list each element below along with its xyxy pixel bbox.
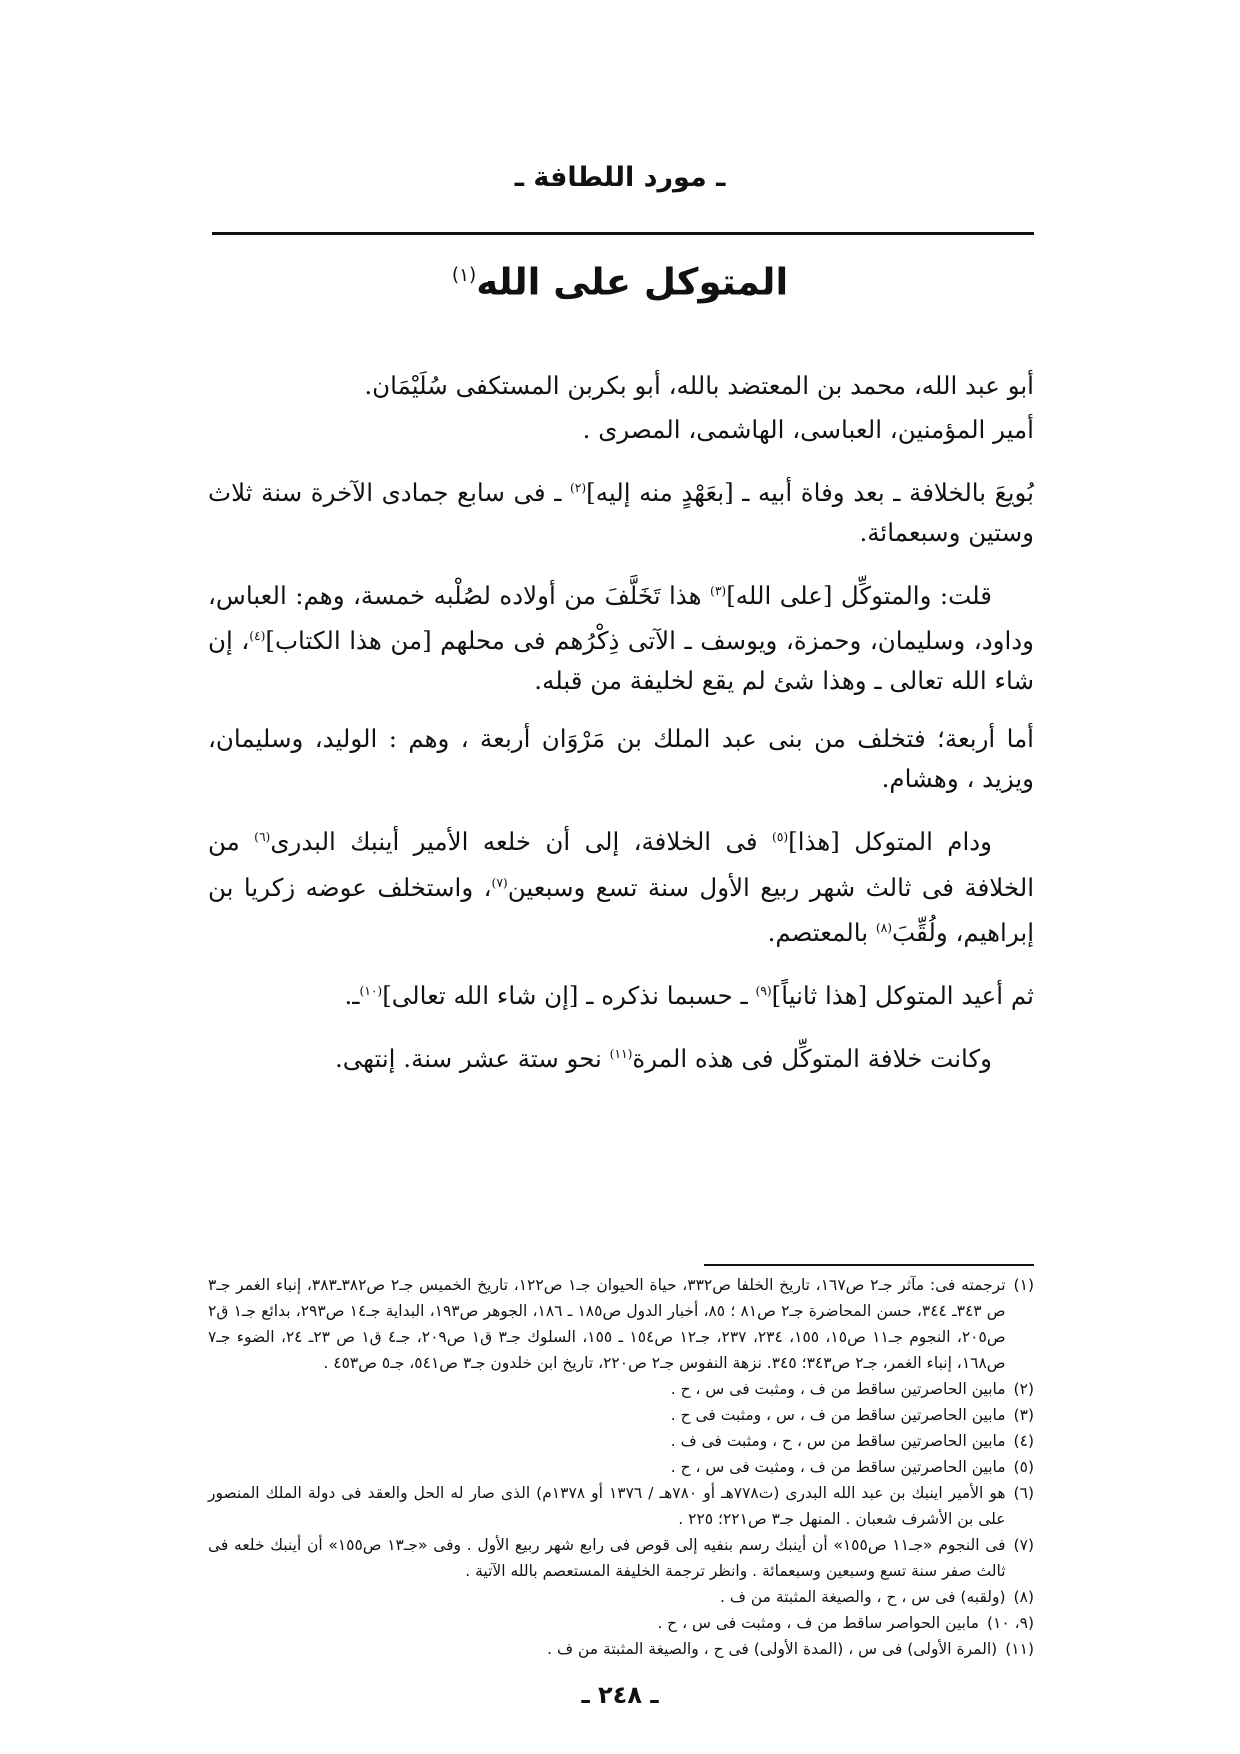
paragraph-text: وكانت خلافة المتوكِّل فى هذه المرة xyxy=(632,1044,992,1074)
chapter-title xyxy=(0,252,1240,306)
footnote xyxy=(208,1584,1034,1610)
footnote-number: (٧) xyxy=(1013,1536,1034,1554)
paragraph xyxy=(208,571,1034,701)
footnote xyxy=(208,1454,1034,1480)
paragraph-text: بالمعتصم. xyxy=(767,917,876,947)
paragraph xyxy=(208,410,1034,450)
footnote-number: (١١) xyxy=(1005,1640,1034,1658)
footnote xyxy=(208,1610,1034,1636)
paragraph-text: أما أربعة؛ فتخلف من بنى عبد الملك بن مَرْوَان أربعة ، وهم : الوليد، وسليمان، ويزيد ، وهشام. xyxy=(208,724,1034,794)
running-header: ـ مورد اللطافة ـ xyxy=(514,162,726,193)
paragraph xyxy=(208,366,1034,406)
paragraph-text: من الخلافة فى ثالث شهر ربيع الأول سنة تسع وسبعين xyxy=(208,827,1035,902)
paragraph-text: ـ فى سابع جمادى الآخرة سنة ثلاث وستين وسبعمائة. xyxy=(208,478,1034,548)
footnote-text: مابين الحاصرتين ساقط من ف ، ومثبت فى س ، ح . xyxy=(670,1380,1006,1398)
footnote-text: مابين الحواصر ساقط من ف ، ومثبت فى س ، ح . xyxy=(657,1614,979,1632)
footnote-number: (٦) xyxy=(1013,1484,1034,1502)
paragraph-text: ـ. xyxy=(344,981,360,1011)
page-number: ـ ٢٤٨ ـ xyxy=(581,1681,659,1709)
footnote-number: (٩، ١٠) xyxy=(986,1614,1034,1632)
paragraph-text: ، إن شاء الله تعالى ـ وهذا شئ لم يقع لخليفة من قبله. xyxy=(208,626,1034,696)
footnotes xyxy=(208,1272,1034,1662)
footnote xyxy=(208,1402,1034,1428)
chapter-title-text: المتوكل على الله xyxy=(476,260,789,304)
footnote-number: (٨) xyxy=(1013,1588,1034,1606)
footnote-number: (٤) xyxy=(1013,1432,1034,1450)
paragraph-text: ـ حسبما نذكره ـ [إن شاء الله تعالى] xyxy=(382,981,756,1011)
footnote-ref[interactable]: (١١) xyxy=(609,1047,633,1062)
footnote-number: (٢) xyxy=(1013,1380,1034,1398)
paragraph-text: ، واستخلف عوضه زكريا بن إبراهيم، ولُقِّبَ xyxy=(208,872,1034,947)
paragraph-text: نحو ستة عشر سنة. إنتهى. xyxy=(334,1044,610,1074)
paragraph-text: فى الخلافة، إلى أن خلعه الأمير أينبك البدرى xyxy=(270,827,772,857)
footnote-text: (المرة الأولى) فى س ، (المدة الأولى) فى ح ، والصيغة المثبتة من ف . xyxy=(547,1640,998,1658)
footnote xyxy=(208,1376,1034,1402)
footnote-text: مابين الحاصرتين ساقط من ف ، ومثبت فى س ، ح . xyxy=(670,1458,1006,1476)
footnote-number: (٣) xyxy=(1013,1406,1034,1424)
paragraph-text: ثم أعيد المتوكل [هذا ثانياً] xyxy=(771,981,1034,1011)
footnote-ref[interactable]: (٢) xyxy=(569,481,587,495)
main-text xyxy=(208,366,1034,1097)
footnote-text: ترجمته فى: مآثر جـ٢ ص١٦٧، تاريخ الخلفا ص٣٣٢، حياة الحيوان جـ١ ص١٢٢، تاريخ الخميس جـ٢ ص٣٨٢ـ٣٨٣، إنباء الغمر جـ٣ ص ٣٤٣ـ ٣٤٤، حسن المحاضرة جـ٢ ص٨١ ؛ ٨٥، أخبار الدول ص١٨٥ ـ ١٨٦، الجوهر ص١٩٣، البداية جـ١٤ ص٢٩٣، بدائع جـ١ ق٢ ص٢٠٥، النجوم جـ١١ ص١٥، ١٥٥، ٢٣٤، ٢٣٧، جـ١٢ ص١٥٤ ـ ١٥٥، السلوك جـ٣ ق١ ص٢٠٩، جـ٤ ق١ ص ٢٣ـ ٢٤، الضوء جـ٧ ص١٦٨، إنباء الغمر، جـ٢ ص٣٤٣؛ ٣٤٥. نزهة النفوس جـ٢ ص٢٢٠، تاريخ ابن خلدون جـ٣ ص٥٤١، جـ٥ ص٤٥٣ . xyxy=(208,1276,1006,1372)
footnote xyxy=(208,1272,1034,1376)
footnote xyxy=(208,1532,1034,1584)
paragraph-text: بُويعَ بالخلافة ـ بعد وفاة أبيه ـ [بعَهْدٍ منه إليه] xyxy=(586,478,1035,508)
footnote-number: (١) xyxy=(1013,1276,1034,1294)
footnote-text: مابين الحاصرتين ساقط من س ، ح ، ومثبت فى ف . xyxy=(670,1432,1006,1450)
footnote-text: (ولقبه) فى س ، ح ، والصيغة المثبتة من ف . xyxy=(720,1588,1006,1606)
header-divider xyxy=(212,232,1034,235)
footnote xyxy=(208,1480,1034,1532)
footnote-ref[interactable]: (٧) xyxy=(491,875,508,890)
footnote-ref[interactable]: (١) xyxy=(451,265,477,286)
footnote-text: مابين الحاصرتين ساقط من ف ، س ، ومثبت فى ح . xyxy=(670,1406,1006,1424)
footnote xyxy=(208,1428,1034,1454)
paragraph xyxy=(208,817,1034,952)
footnote-ref[interactable]: (٨) xyxy=(875,920,892,935)
paragraph-text: أمير المؤمنين، العباسى، الهاشمى، المصرى . xyxy=(582,415,1034,444)
paragraph xyxy=(208,1034,1034,1079)
paragraph xyxy=(208,719,1034,799)
footnote-ref[interactable]: (١٠) xyxy=(359,983,383,998)
footnote-ref[interactable]: (٤) xyxy=(249,629,266,644)
footnote-ref[interactable]: (٥) xyxy=(771,830,789,845)
footnote-number: (٥) xyxy=(1013,1458,1034,1476)
paragraph-text: أبو عبد الله، محمد بن المعتضد بالله، أبو بكربن المستكفى سُلَيْمَان. xyxy=(364,371,1034,400)
footnote-ref[interactable]: (٦) xyxy=(254,830,271,845)
paragraph xyxy=(208,971,1034,1016)
footnote-text: هو الأمير اينبك بن عبد الله البدرى (ت٧٧٨هـ أو ٧٨٠هـ / ١٣٧٦ أو ١٣٧٨م) الذى صار له الحل والعقد فى دولة الملك المنصور على بن الأشرف شعبان . المنهل جـ٣ ص٢٢١؛ ٢٢٥ . xyxy=(208,1484,1006,1528)
footnote-divider xyxy=(704,1264,1034,1266)
paragraph-text: هذا تَخَلَّفَ من أولاده لصُلْبه خمسة، وهم: العباس، وداود، وسليمان، وحمزة، ويوسف ـ الآتى ذِكْرُهم فى محلهم [من هذا الكتاب] xyxy=(208,581,1034,656)
paragraph-text: ودام المتوكل [هذا] xyxy=(788,827,993,857)
footnote xyxy=(208,1636,1034,1662)
footnote-ref[interactable]: (٣) xyxy=(710,584,727,599)
footnote-text: فى النجوم «جـ١١ ص١٥٥» أن أينبك رسم بنفيه إلى قوص فى رابع شهر ربيع الأول . وفى «جـ١٣ ص١٥٥» أن أينبك خلعه فى ثالث صفر سنة تسع وسبعين وسبعمائة . وانظر ترجمة الخليفة المستعصم بالله الآتية . xyxy=(208,1536,1006,1580)
footnote-ref[interactable]: (٩) xyxy=(755,983,772,998)
paragraph-text: قلت: والمتوكِّل [على الله] xyxy=(726,581,992,611)
paragraph xyxy=(208,468,1034,553)
